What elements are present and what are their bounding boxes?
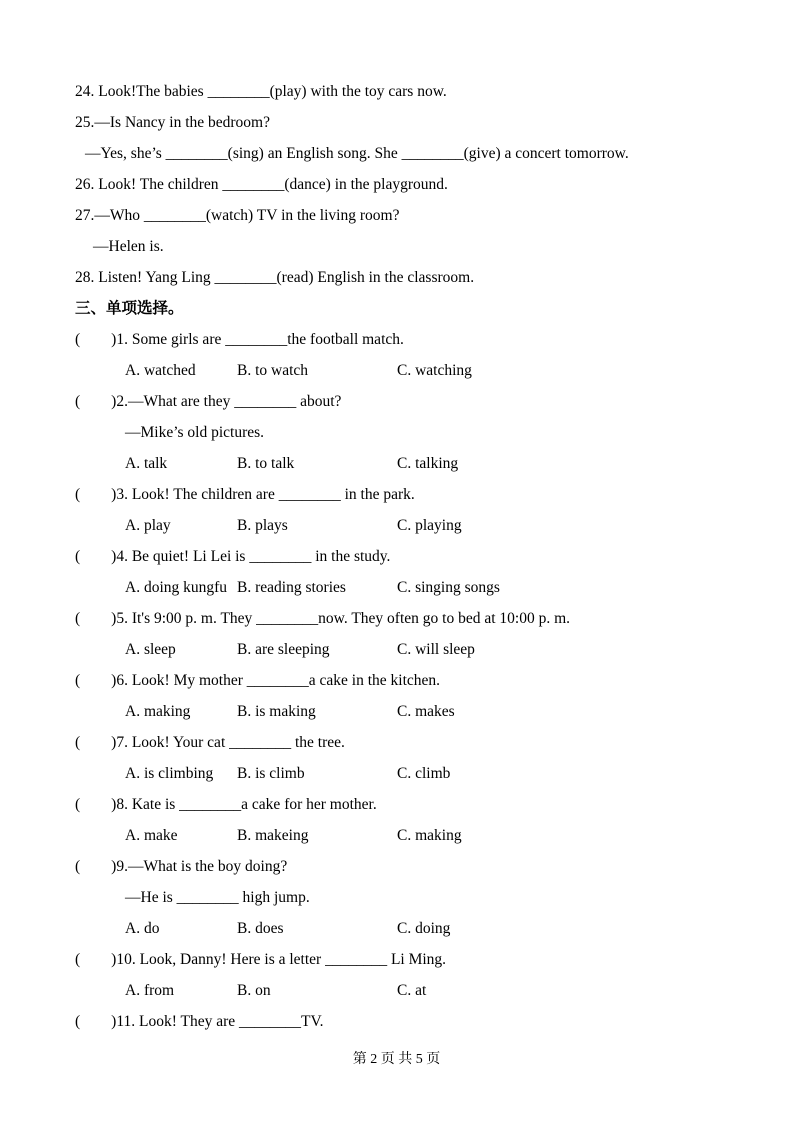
option-b: B. is making	[237, 703, 316, 720]
mcq-options	[75, 355, 733, 386]
fill-blank-line: 25.—Is Nancy in the bedroom?	[75, 114, 270, 131]
mcq-question: ( )1. Some girls are ________the football match.	[75, 331, 404, 348]
mcq-question-continuation: —He is ________ high jump.	[125, 889, 310, 906]
option-b: B. reading stories	[237, 579, 346, 596]
option-a: A. doing kungfu	[125, 579, 228, 596]
mcq-options	[75, 448, 733, 479]
mcq-question-continuation: —Mike’s old pictures.	[125, 424, 265, 441]
option-c: C. doing	[397, 920, 451, 937]
option-a: A. making	[125, 703, 191, 720]
option-c: C. playing	[397, 517, 462, 534]
page-footer: 第 2 页 共 5 页	[352, 1052, 441, 1067]
option-a: A. from	[125, 982, 175, 999]
option-c: C. makes	[397, 703, 455, 720]
fill-blank-continuation: —Helen is.	[93, 238, 164, 255]
fill-blank-continuation: —Yes, she’s ________(sing) an English song. She ________(give) a concert tomorrow.	[85, 145, 629, 162]
fill-blank-line: 27.—Who ________(watch) TV in the living room?	[75, 207, 400, 224]
option-c: C. watching	[397, 362, 472, 379]
option-b: B. does	[237, 920, 284, 937]
fill-blank-line: 24. Look!The babies ________(play) with the toy cars now.	[75, 83, 447, 100]
mcq-options	[75, 975, 733, 1006]
option-a: A. watched	[125, 362, 196, 379]
option-b: B. are sleeping	[237, 641, 330, 658]
option-a: A. make	[125, 827, 178, 844]
option-b: B. to talk	[237, 455, 295, 472]
mcq-question: ( )7. Look! Your cat ________ the tree.	[75, 734, 345, 751]
option-c: C. at	[397, 982, 427, 999]
mcq-options	[75, 634, 733, 665]
fill-blank-line: 26. Look! The children ________(dance) in the playground.	[75, 176, 448, 193]
option-c: C. talking	[397, 455, 459, 472]
mcq-question: ( )4. Be quiet! Li Lei is ________ in the study.	[75, 548, 391, 565]
mcq-question: ( )8. Kate is ________a cake for her mother.	[75, 796, 377, 813]
option-b: B. is climb	[237, 765, 305, 782]
mcq-options	[75, 913, 733, 944]
option-c: C. climb	[397, 765, 451, 782]
option-a: A. do	[125, 920, 160, 937]
mcq-question: ( )5. It's 9:00 p. m. They ________now. They often go to bed at 10:00 p. m.	[75, 610, 571, 627]
mcq-options	[75, 696, 733, 727]
option-b: B. plays	[237, 517, 288, 534]
mcq-question: ( )11. Look! They are ________TV.	[75, 1013, 324, 1030]
option-b: B. makeing	[237, 827, 309, 844]
option-a: A. play	[125, 517, 171, 534]
option-c: C. making	[397, 827, 462, 844]
mcq-question: ( )2.—What are they ________ about?	[75, 393, 342, 410]
mcq-options	[75, 758, 733, 789]
mcq-options	[75, 572, 733, 603]
option-c: C. singing songs	[397, 579, 500, 596]
mcq-options	[75, 820, 733, 851]
option-a: A. is climbing	[125, 765, 214, 782]
mcq-question: ( )3. Look! The children are ________ in the park.	[75, 486, 415, 503]
section-header: 三、单项选择。	[75, 300, 184, 317]
mcq-question: ( )9.—What is the boy doing?	[75, 858, 288, 875]
mcq-question: ( )10. Look, Danny! Here is a letter ________ Li Ming.	[75, 951, 447, 968]
option-a: A. sleep	[125, 641, 176, 658]
mcq-options	[75, 510, 733, 541]
fill-blank-line: 28. Listen! Yang Ling ________(read) English in the classroom.	[75, 269, 475, 286]
option-b: B. to watch	[237, 362, 309, 379]
option-c: C. will sleep	[397, 641, 475, 658]
option-b: B. on	[237, 982, 271, 999]
mcq-question: ( )6. Look! My mother ________a cake in the kitchen.	[75, 672, 441, 689]
option-a: A. talk	[125, 455, 168, 472]
